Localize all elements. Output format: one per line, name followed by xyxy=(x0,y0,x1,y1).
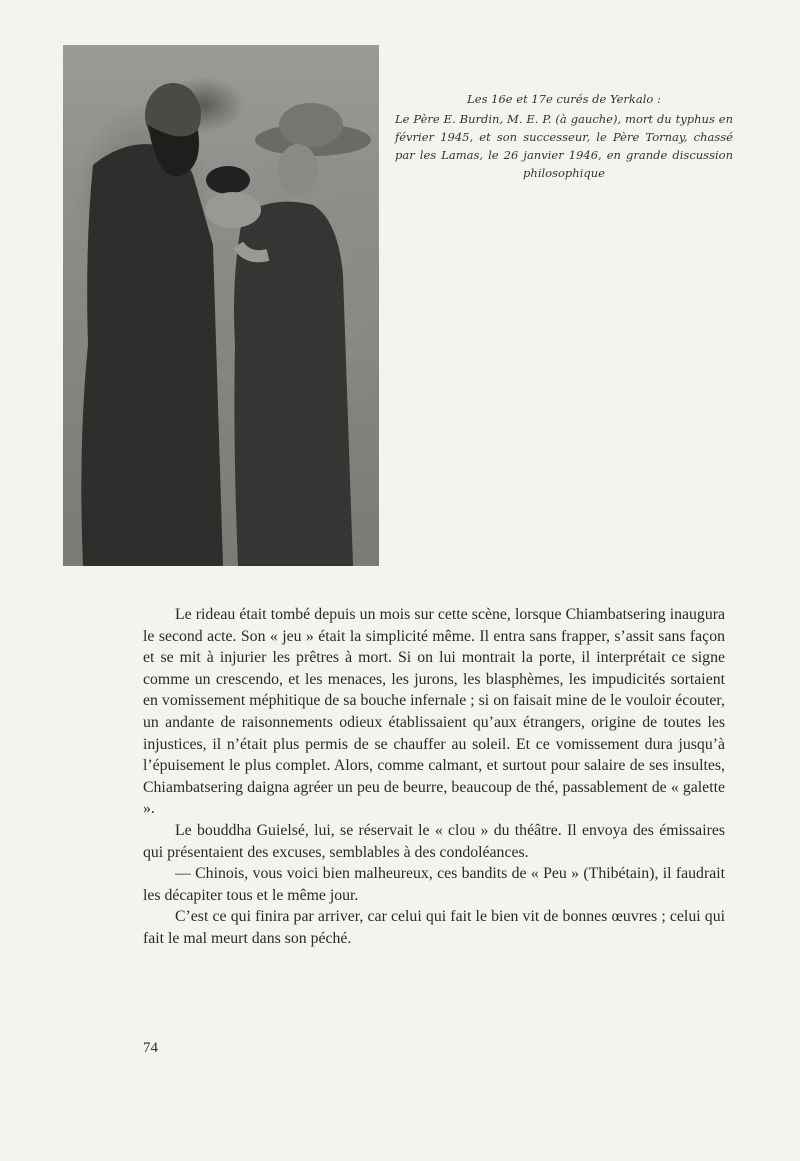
paragraph: — Chinois, vous voici bien malheureux, ces bandits de « Peu » (Thibétain), il faudrait les décapiter tous et le même jour. xyxy=(143,865,725,904)
held-object xyxy=(206,166,250,194)
body-text xyxy=(143,604,725,950)
right-priest-face xyxy=(278,144,318,196)
photo-caption xyxy=(395,90,733,182)
hands xyxy=(205,192,261,228)
photograph-two-priests xyxy=(63,45,379,566)
paragraph: Le rideau était tombé depuis un mois sur cette scène, lorsque Chiambatsering inaugura le second acte. Son « jeu » était la simplicité même. Il entra sans frapper, s’assit sans façon et se mit à injurier les prêtres à mort. Si on lui montrait la porte, il interprétait ce signe comme un crescendo, et les menaces, les jurons, les blasphèmes, les impudicités sortaient en vomissement méphitique de sa bouche infernale ; si on faisait mine de le vouloir écouter, un andante de raisonnements odieux établissaient qu’aux étrangers, origine de toutes les injustices, il n’était plus permis de se chauffer au soleil. Et ce vomissement dura jusqu’à l’épuisement le plus complet. Alors, comme calmant, et surtout pour salaire de ses insultes, Chiambatsering daigna agréer un peu de beurre, beaucoup de thé, passablement de « galette ». xyxy=(143,606,725,818)
photo-illustration xyxy=(63,45,379,566)
caption-title: Les 16e et 17e curés de Yerkalo : xyxy=(467,92,661,106)
caption-body: Le Père E. Burdin, M. E. P. (à gauche), mort du typhus en février 1945, et son successeur, le Père Tornay, chassé par les Lamas, le 26 janvier 1946, en grande discussion philosophique xyxy=(395,112,733,180)
right-priest-hat-crown xyxy=(279,103,343,147)
paragraph: C’est ce qui finira par arriver, car celui qui fait le bien vit de bonnes œuvres ; celui qui fait le mal meurt dans son péché. xyxy=(143,908,725,947)
left-priest-robe xyxy=(81,144,223,566)
page-number: 74 xyxy=(143,1040,158,1056)
paragraph: Le bouddha Guielsé, lui, se réservait le « clou » du théâtre. Il envoya des émissaires qui présentaient des excuses, semblables à des condoléances. xyxy=(143,821,725,861)
